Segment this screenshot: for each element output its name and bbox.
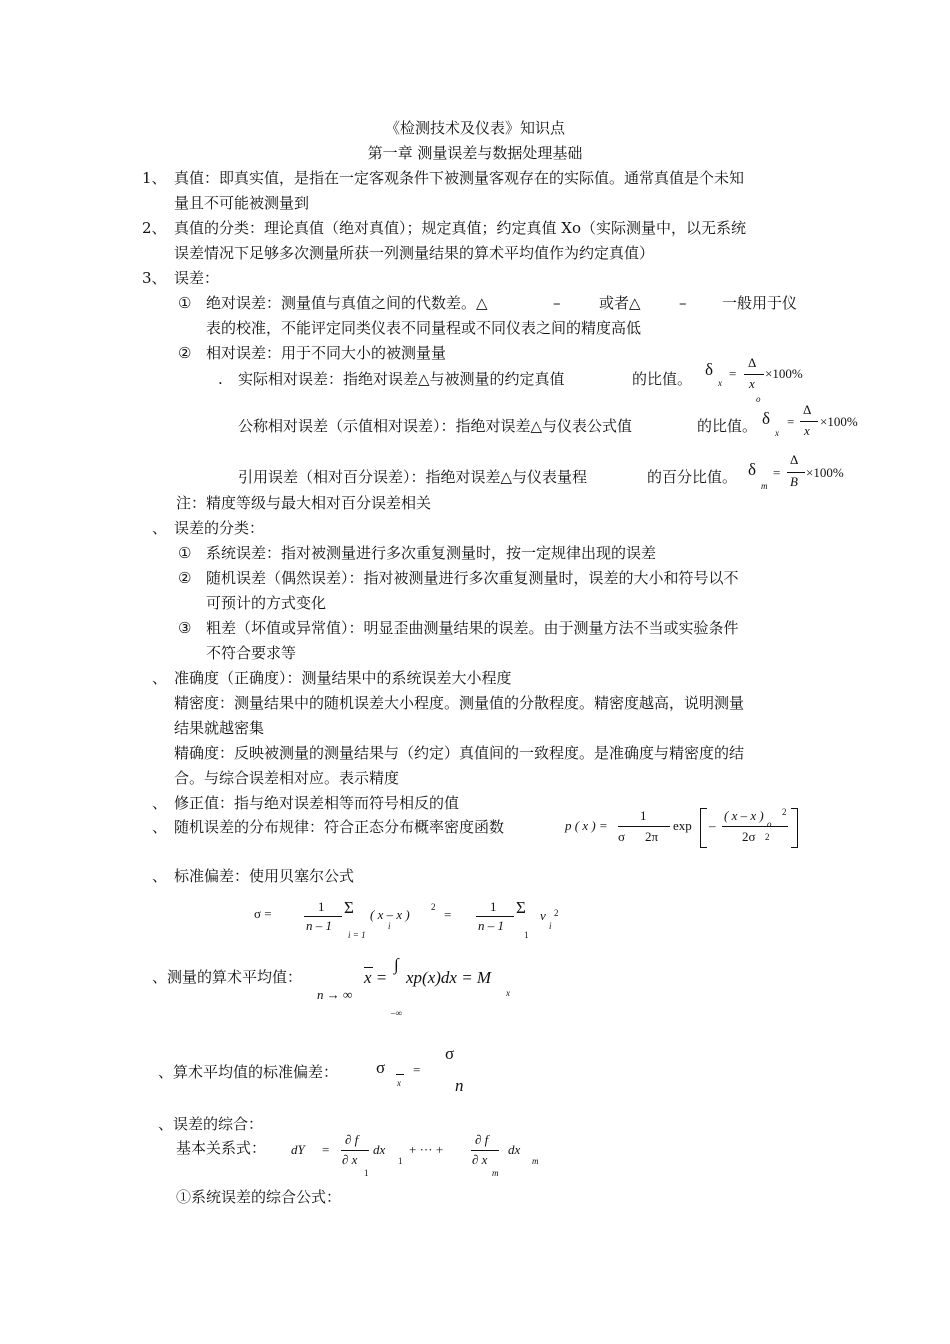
section-text: 、算术平均值的标准偏差： (158, 1063, 339, 1081)
fraction-bar (800, 421, 818, 422)
section-number: 2、 (142, 219, 167, 237)
summation-symbol: Σ (344, 898, 354, 917)
definition-text: 的比值。 (697, 417, 758, 435)
list-marker: ③ (178, 619, 192, 637)
delta-symbol: δ (762, 409, 771, 428)
section-number: 、 (152, 867, 168, 885)
subscript: x (506, 988, 510, 998)
right-bracket (791, 808, 798, 848)
denominator: n – 1 (478, 918, 504, 933)
section-text: 真值的分类：理论真值（绝对真值）；规定真值；约定真值 Xo（实际测量中，以无系统 (174, 219, 746, 237)
deviation-term: ( x – x ) (370, 907, 410, 922)
section-number: 、 (152, 794, 168, 812)
section-number: 、 (152, 818, 168, 836)
residual: v (540, 908, 546, 923)
subscript: x (718, 378, 722, 388)
list-marker: ② (178, 344, 192, 362)
equals-sign: = (729, 366, 737, 381)
denominator: n – 1 (306, 918, 332, 933)
list-item-text: 或者△ (599, 294, 641, 312)
delta-symbol: δ (705, 360, 714, 379)
section-text: 精确度：反映被测量的测量结果与（约定）真值间的一致程度。是准确度与精密度的结 (174, 744, 745, 762)
list-item-text: 相对误差：用于不同大小的被测量量 (206, 344, 447, 362)
equals-sign: = (413, 1062, 421, 1077)
superscript: 2 (554, 908, 559, 918)
numerator: Δ (748, 355, 757, 370)
definition-text: 的比值。 (632, 370, 693, 388)
list-item-text: 一般用于仪 (722, 294, 798, 312)
section-number: 、 (152, 669, 168, 687)
numerator: ( x – x ) (724, 808, 764, 823)
summation-index: 1 (524, 930, 529, 940)
section-text: 修正值：指与绝对误差相等而符号相反的值 (174, 794, 460, 812)
section-text: ①系统误差的综合公式： (176, 1188, 342, 1206)
numerator: 1 (318, 899, 325, 914)
subscript: o (767, 819, 772, 829)
summation-index: i = 1 (348, 930, 366, 940)
numerator: ∂ f (345, 1132, 359, 1147)
superscript: 2 (431, 902, 436, 912)
section-text: 随机误差的分布规律：符合正态分布概率密度函数 (174, 818, 505, 836)
equals-sign: = (444, 907, 452, 922)
fraction-bar (618, 826, 670, 827)
subscript: 1 (398, 1156, 403, 1166)
subscript: i (549, 921, 552, 931)
overline (396, 1074, 404, 1075)
subscript: x (397, 1078, 401, 1088)
numerator: σ (445, 1044, 455, 1063)
list-marker: ② (178, 569, 192, 587)
limit-label: n → ∞ (317, 987, 353, 1002)
section-number: 、 (152, 519, 168, 537)
document-title: 《检测技术及仪表》知识点 (384, 119, 565, 137)
function-label: p ( x ) = (565, 818, 608, 833)
equals-sign: = (773, 465, 781, 480)
fraction-bar (471, 1150, 499, 1151)
definition-text: 的百分比值。 (647, 468, 738, 486)
exp-label: exp (673, 818, 692, 833)
section-text: 误差情况下足够多次测量所获一列测量结果的算术平均值作为约定真值） (174, 244, 655, 262)
subscript: o (756, 394, 761, 404)
differential: dx (508, 1142, 521, 1157)
subscript: m (532, 1156, 539, 1166)
section-text: 精密度：测量结果中的随机误差大小程度。测量值的分散程度。精密度越高，说明测量 (174, 694, 745, 712)
ellipsis-sum: + ··· + (409, 1142, 444, 1157)
fraction-bar (722, 826, 788, 827)
definition-text: 实际相对误差：指绝对误差△与被测量的约定真值 (238, 370, 565, 388)
numerator: Δ (803, 402, 812, 417)
differential: dx (373, 1142, 386, 1157)
numerator: Δ (790, 452, 799, 467)
list-item-text: 不符合要求等 (206, 644, 297, 662)
chapter-title: 第一章 测量误差与数据处理基础 (367, 144, 583, 162)
subscript: m (761, 481, 768, 491)
list-item-text: 绝对误差：测量值与真值之间的代数差。△ (206, 294, 488, 312)
denominator: x (749, 376, 755, 391)
section-number: 1、 (142, 169, 167, 187)
sigma-equals: σ = (254, 906, 272, 921)
minus-sign: – (679, 294, 687, 312)
differential: dY (291, 1142, 305, 1157)
left-bracket (700, 808, 707, 848)
list-item-text: 可预计的方式变化 (206, 594, 327, 612)
section-text: 、测量的算术平均值： (152, 968, 303, 986)
integrand: xp(x)dx = M (406, 968, 492, 987)
sigma-symbol: σ (618, 829, 626, 844)
percent-factor: ×100% (765, 366, 803, 381)
fraction-bar (787, 472, 805, 473)
subscript: m (492, 1168, 499, 1178)
superscript: 2 (782, 807, 787, 817)
denominator: ∂ x (472, 1152, 488, 1167)
list-item-text: 系统误差：指对被测量进行多次重复测量时，按一定规律出现的误差 (206, 544, 657, 562)
numerator: ∂ f (475, 1132, 489, 1147)
section-text: 量且不可能被测量到 (174, 194, 310, 212)
two-pi: 2π (645, 829, 659, 844)
equals-sign: = (322, 1142, 330, 1157)
mean-symbol: x = (364, 968, 388, 987)
minus-sign: – (709, 818, 716, 833)
fraction-bar (304, 916, 342, 917)
definition-text: 引用误差（相对百分误差）：指绝对误差△与仪表量程 (238, 468, 588, 486)
section-text: 误差的分类： (174, 519, 265, 537)
list-marker: ① (178, 294, 192, 312)
list-item-text: 粗差（坏值或异常值）：明显歪曲测量结果的误差。由于测量方法不当或实验条件 (206, 619, 739, 637)
denominator: B (790, 474, 798, 489)
section-text: 基本关系式： (176, 1139, 267, 1157)
summation-symbol: Σ (516, 898, 526, 917)
denominator: x (804, 423, 810, 438)
fraction-bar (744, 374, 764, 375)
section-number: 3、 (142, 269, 167, 287)
denominator: 2σ (742, 829, 756, 844)
sigma-symbol: σ (376, 1058, 386, 1077)
section-text: 准确度（正确度）：测量结果中的系统误差大小程度 (174, 669, 512, 687)
fraction-bar (476, 916, 514, 917)
section-text: 结果就越密集 (174, 719, 265, 737)
definition-text: 公称相对误差（示值相对误差）：指绝对误差△与仪表公式值 (238, 417, 633, 435)
bullet-dot: . (218, 370, 223, 388)
subscript: 1 (364, 1168, 369, 1178)
section-text: 误差： (174, 269, 220, 287)
equals-sign: = (787, 414, 795, 429)
section-text: 标准偏差：使用贝塞尔公式 (174, 867, 355, 885)
integral-symbol: ∫ (394, 955, 399, 974)
minus-sign: – (553, 294, 561, 312)
superscript: 2 (765, 832, 770, 842)
subscript: x (775, 428, 779, 438)
delta-symbol: δ (748, 460, 757, 479)
numerator: 1 (640, 808, 647, 823)
section-text: 、误差的综合： (158, 1115, 264, 1133)
numerator: 1 (490, 899, 497, 914)
list-item-text: 随机误差（偶然误差）：指对被测量进行多次重复测量时，误差的大小和符号以不 (206, 569, 739, 587)
integral-lower-bound: –∞ (391, 1008, 402, 1018)
denominator: ∂ x (342, 1152, 358, 1167)
list-item-text: 表的校准，不能评定同类仪表不同量程或不同仪表之间的精度高低 (206, 319, 642, 337)
section-text: 合。与综合误差相对应。表示精度 (174, 769, 400, 787)
percent-factor: ×100% (806, 465, 844, 480)
section-text: 真值：即真实值，是指在一定客观条件下被测量客观存在的实际值。通常真值是个未知 (174, 169, 745, 187)
subscript: i (388, 921, 391, 931)
denominator: n (455, 1076, 464, 1095)
fraction-bar (341, 1150, 369, 1151)
list-marker: ① (178, 544, 192, 562)
note-text: 注：精度等级与最大相对百分误差相关 (176, 494, 432, 512)
percent-factor: ×100% (820, 414, 858, 429)
